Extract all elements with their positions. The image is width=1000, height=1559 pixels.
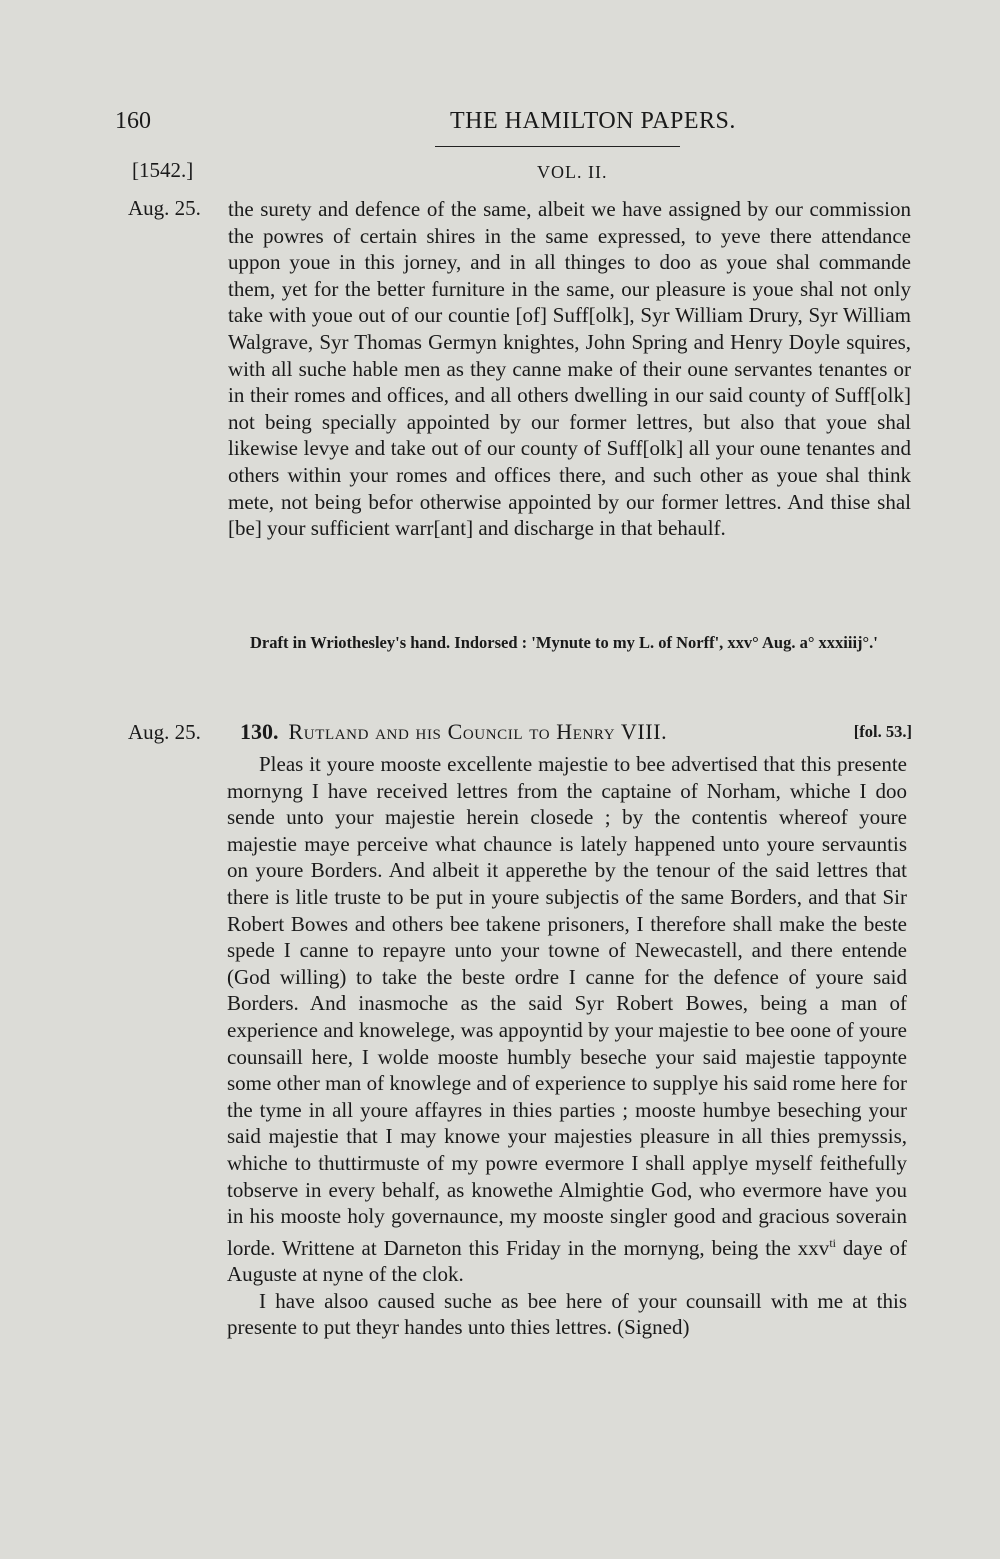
header-rule [435,146,680,147]
letter-2-paragraph [227,751,907,1288]
entry-title: Rutland and his Council to Henry VIII. [288,719,668,744]
entry-heading [240,719,912,745]
running-head [115,108,915,148]
letter-2-body [227,751,907,1341]
folio-reference: [fol. 53.] [853,722,912,741]
ordinal-superscript: ti [829,1235,836,1250]
margin-date: Aug. 25. [128,196,201,220]
letter-1-body [228,196,911,542]
letter-1-text: the surety and defence of the same, albeit we have assigned by our commission the powres of certain shires in the same expressed, to yeve there attendance uppon youe in this jorney, and in all thinges to doo as youe shal commande them, yet for the better furniture in the same, our pleasure is youe shal not only take with youe out of our countie [of] Suff[olk], Syr William Drury, Syr William Walgrave, Syr Thomas Germyn knightes, John Spring and Henry Doyle squires, with all suche hable men as they canne make of their oune servantes tenantes or in their romes and offices, and all others dwelling in our said county of Suff[olk] not being specially appointed by our former lettres, but also that youe shal likewise levye and take out of our county of Suff[olk] all your oune tenantes and others within your romes and offices there, and such other as youe shal think mete, not being befor otherwise appointed by our former lettres. And thise shal [be] your sufficient warr[ant] and discharge in that behaulf. [228,197,911,541]
paragraph-text-end: daye of Auguste at nyne of the clok. [227,1235,907,1287]
paragraph-text: Pleas it youre mooste excellente majestie to bee advertised that this presente mornyng I have received lettres from the captaine of Norham, whiche I doo sende unto your majestie herein closede ; by the contentis whereof youre majestie maye perceive what chaunce is lately happened unto youre servauntis on youre Borders. And albeit it apperethe by the tenour of the said lettres that there is litle truste to be put in youre subjectis of the same Borders, and that Sir Robert Bowes and others bee takene prisoners, I therefore shall make the beste spede I canne to repayre unto your towne of Newecastell, and there entende (God willing) to take the beste ordre I canne for the defence of youre said Borders. And inasmoche as the said Syr Robert Bowes, being a man of experience and knowelege, was appoyntid by your majestie to bee oone of youre counsaill here, I wolde mooste humbly beseche your said majestie tappoynte some other man of knowlege and of experience to supplye his said rome here for the tyme in all youre affayres in thies parties ; mooste humbye beseching your said majestie that I may knowe your majesties pleasure in all thies premyssis, whiche to thuttirmuste of my powre evermore I shall applye myself feithefully tobserve in every behalf, as knowethe Almightie God, who evermore have you in his mooste holy governaunce, my mooste singler good and gracious soverain lorde. Writtene at Darneton this Friday in the mornyng, being the xxv [227,752,907,1260]
volume-label: VOL. II. [537,162,608,182]
page-number: 160 [115,108,151,134]
book-title: THE HAMILTON PAPERS. [450,108,736,134]
entry-number: 130. [240,719,279,744]
margin-date: Aug. 25. [128,720,201,744]
editorial-note: Draft in Wriothesley's hand. Indorsed : 'Mynute to my L. of Norff', xxv° Aug. a° xxxiiij°.' [250,633,878,652]
letter-2-paragraph: I have alsoo caused suche as bee here of your counsaill with me at this presente to put theyr handes unto thies lettres. (Signed) [227,1288,907,1340]
year-marker: [1542.] [132,158,194,182]
